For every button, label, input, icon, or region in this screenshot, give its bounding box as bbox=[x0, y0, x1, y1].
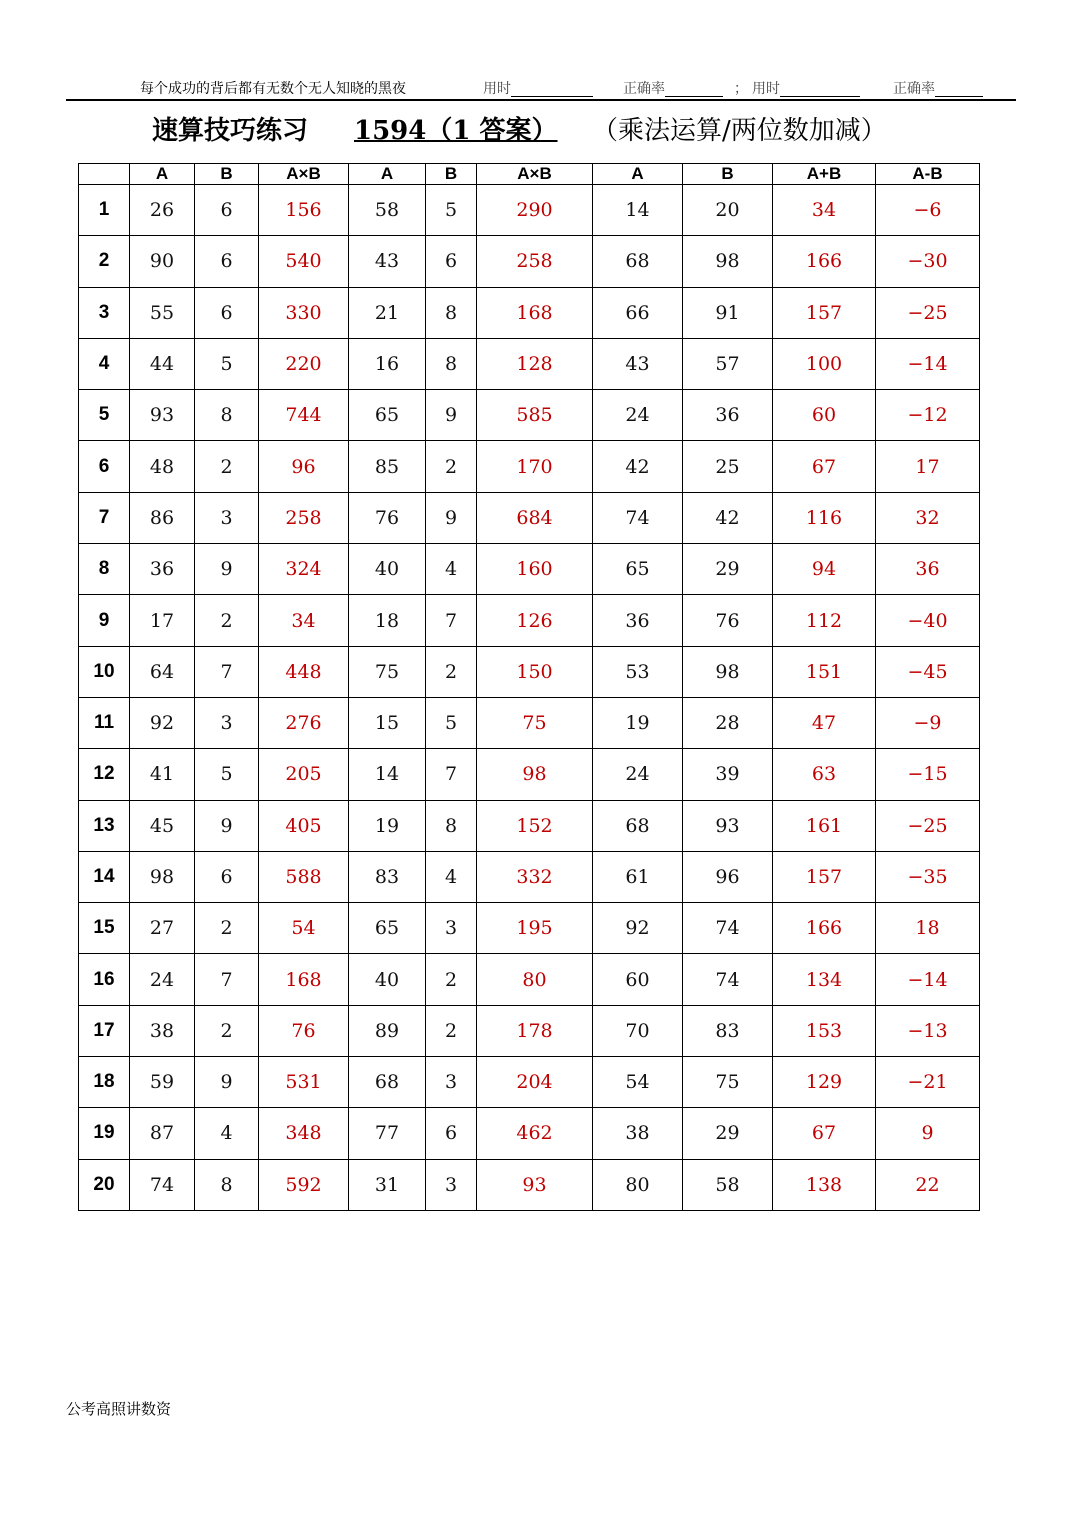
answer-cell: 80 bbox=[477, 954, 593, 1005]
row-index: 20 bbox=[79, 1159, 130, 1210]
accuracy-field-2 bbox=[893, 78, 935, 98]
answer-cell: 93 bbox=[477, 1159, 593, 1210]
table-row bbox=[79, 390, 980, 441]
answer-cell: 96 bbox=[259, 441, 349, 492]
operand-cell: 80 bbox=[593, 1159, 683, 1210]
title-subtitle: （乘法运算/两位数加减） bbox=[592, 116, 887, 146]
operand-cell: 68 bbox=[349, 1057, 426, 1108]
operand-cell: 5 bbox=[426, 697, 477, 748]
row-index: 18 bbox=[79, 1057, 130, 1108]
column-header: A bbox=[130, 164, 195, 185]
row-index: 4 bbox=[79, 338, 130, 389]
operand-cell: 48 bbox=[130, 441, 195, 492]
operand-cell: 40 bbox=[349, 544, 426, 595]
operand-cell: 59 bbox=[130, 1057, 195, 1108]
answer-cell: −45 bbox=[876, 646, 980, 697]
operand-cell: 20 bbox=[683, 185, 773, 236]
operand-cell: 74 bbox=[683, 954, 773, 1005]
operand-cell: 70 bbox=[593, 1005, 683, 1056]
time-blank-1 bbox=[511, 82, 593, 97]
table-row bbox=[79, 1005, 980, 1056]
operand-cell: 74 bbox=[683, 903, 773, 954]
operand-cell: 5 bbox=[426, 185, 477, 236]
table-row bbox=[79, 492, 980, 543]
answer-cell: 258 bbox=[259, 492, 349, 543]
operand-cell: 40 bbox=[349, 954, 426, 1005]
operand-cell: 6 bbox=[195, 185, 259, 236]
operand-cell: 24 bbox=[593, 749, 683, 800]
table-row bbox=[79, 338, 980, 389]
time-field-2 bbox=[752, 78, 780, 98]
motto: 每个成功的背后都有无数个无人知晓的黑夜 bbox=[140, 81, 406, 97]
column-header: A bbox=[349, 164, 426, 185]
table-row bbox=[79, 800, 980, 851]
answer-cell: 448 bbox=[259, 646, 349, 697]
answer-cell: −13 bbox=[876, 1005, 980, 1056]
answer-cell: 592 bbox=[259, 1159, 349, 1210]
answer-cell: 258 bbox=[477, 236, 593, 287]
row-index: 12 bbox=[79, 749, 130, 800]
operand-cell: 44 bbox=[130, 338, 195, 389]
answer-cell: 63 bbox=[773, 749, 876, 800]
row-index: 14 bbox=[79, 851, 130, 902]
answer-cell: 100 bbox=[773, 338, 876, 389]
row-index: 8 bbox=[79, 544, 130, 595]
operand-cell: 8 bbox=[195, 390, 259, 441]
accuracy-field-1 bbox=[623, 78, 665, 98]
operand-cell: 92 bbox=[130, 697, 195, 748]
answer-cell: 153 bbox=[773, 1005, 876, 1056]
table-row bbox=[79, 185, 980, 236]
operand-cell: 15 bbox=[349, 697, 426, 748]
accuracy-label-2: 正确率 bbox=[893, 81, 935, 97]
answer-cell: 330 bbox=[259, 287, 349, 338]
answer-cell: 76 bbox=[259, 1005, 349, 1056]
answer-cell: 178 bbox=[477, 1005, 593, 1056]
operand-cell: 58 bbox=[683, 1159, 773, 1210]
operand-cell: 42 bbox=[593, 441, 683, 492]
operand-cell: 65 bbox=[349, 903, 426, 954]
answer-cell: 116 bbox=[773, 492, 876, 543]
operand-cell: 38 bbox=[593, 1108, 683, 1159]
table-row bbox=[79, 441, 980, 492]
table-row bbox=[79, 851, 980, 902]
answer-cell: 126 bbox=[477, 595, 593, 646]
answer-cell: 138 bbox=[773, 1159, 876, 1210]
time-blank-2 bbox=[780, 82, 860, 97]
operand-cell: 61 bbox=[593, 851, 683, 902]
operand-cell: 2 bbox=[426, 954, 477, 1005]
operand-cell: 36 bbox=[593, 595, 683, 646]
operand-cell: 68 bbox=[593, 236, 683, 287]
operand-cell: 3 bbox=[426, 1057, 477, 1108]
operand-cell: 87 bbox=[130, 1108, 195, 1159]
operand-cell: 2 bbox=[195, 441, 259, 492]
operand-cell: 38 bbox=[130, 1005, 195, 1056]
operand-cell: 92 bbox=[593, 903, 683, 954]
column-header: B bbox=[195, 164, 259, 185]
operand-cell: 24 bbox=[130, 954, 195, 1005]
operand-cell: 25 bbox=[683, 441, 773, 492]
operand-cell: 27 bbox=[130, 903, 195, 954]
answer-cell: 98 bbox=[477, 749, 593, 800]
row-index: 7 bbox=[79, 492, 130, 543]
operand-cell: 6 bbox=[426, 236, 477, 287]
answer-cell: 160 bbox=[477, 544, 593, 595]
answer-cell: 128 bbox=[477, 338, 593, 389]
answer-cell: 67 bbox=[773, 441, 876, 492]
operand-cell: 2 bbox=[195, 903, 259, 954]
operand-cell: 39 bbox=[683, 749, 773, 800]
operand-cell: 14 bbox=[593, 185, 683, 236]
answer-cell: 540 bbox=[259, 236, 349, 287]
column-header: A+B bbox=[773, 164, 876, 185]
table-row bbox=[79, 1159, 980, 1210]
answer-cell: 332 bbox=[477, 851, 593, 902]
answer-cell: 462 bbox=[477, 1108, 593, 1159]
answer-cell: −21 bbox=[876, 1057, 980, 1108]
answer-cell: 324 bbox=[259, 544, 349, 595]
operand-cell: 53 bbox=[593, 646, 683, 697]
operand-cell: 91 bbox=[683, 287, 773, 338]
operand-cell: 8 bbox=[426, 287, 477, 338]
operand-cell: 24 bbox=[593, 390, 683, 441]
operand-cell: 75 bbox=[683, 1057, 773, 1108]
separator: ； bbox=[734, 81, 748, 97]
answer-cell: 75 bbox=[477, 697, 593, 748]
operand-cell: 8 bbox=[426, 338, 477, 389]
answer-cell: 205 bbox=[259, 749, 349, 800]
footer-text: 公考高照讲数资 bbox=[66, 1400, 172, 1418]
operand-cell: 8 bbox=[426, 800, 477, 851]
table-row bbox=[79, 544, 980, 595]
column-header: A×B bbox=[477, 164, 593, 185]
operand-cell: 76 bbox=[683, 595, 773, 646]
row-index: 17 bbox=[79, 1005, 130, 1056]
accuracy-blank-2 bbox=[935, 82, 983, 97]
operand-cell: 36 bbox=[683, 390, 773, 441]
answer-cell: 168 bbox=[259, 954, 349, 1005]
operand-cell: 43 bbox=[593, 338, 683, 389]
operand-cell: 18 bbox=[349, 595, 426, 646]
page-title bbox=[0, 110, 1080, 154]
answer-cell: 34 bbox=[773, 185, 876, 236]
operand-cell: 31 bbox=[349, 1159, 426, 1210]
time-field-1 bbox=[483, 78, 511, 98]
operand-cell: 28 bbox=[683, 697, 773, 748]
answer-cell: −14 bbox=[876, 338, 980, 389]
answer-cell: 94 bbox=[773, 544, 876, 595]
operand-cell: 85 bbox=[349, 441, 426, 492]
row-index: 10 bbox=[79, 646, 130, 697]
operand-cell: 7 bbox=[426, 595, 477, 646]
operand-cell: 16 bbox=[349, 338, 426, 389]
table-row bbox=[79, 646, 980, 697]
operand-cell: 36 bbox=[130, 544, 195, 595]
answer-cell: 9 bbox=[876, 1108, 980, 1159]
operand-cell: 7 bbox=[426, 749, 477, 800]
answer-cell: 34 bbox=[259, 595, 349, 646]
table-header-row bbox=[79, 164, 980, 185]
operand-cell: 83 bbox=[349, 851, 426, 902]
operand-cell: 93 bbox=[130, 390, 195, 441]
answer-cell: −12 bbox=[876, 390, 980, 441]
row-index: 11 bbox=[79, 697, 130, 748]
operand-cell: 5 bbox=[195, 338, 259, 389]
row-index: 13 bbox=[79, 800, 130, 851]
answer-cell: 60 bbox=[773, 390, 876, 441]
answer-cell: 204 bbox=[477, 1057, 593, 1108]
operand-cell: 6 bbox=[426, 1108, 477, 1159]
operand-cell: 3 bbox=[426, 903, 477, 954]
table-row bbox=[79, 287, 980, 338]
exercise-table bbox=[78, 163, 980, 1211]
answer-cell: −25 bbox=[876, 800, 980, 851]
operand-cell: 98 bbox=[130, 851, 195, 902]
column-header bbox=[79, 164, 130, 185]
column-header: B bbox=[426, 164, 477, 185]
operand-cell: 43 bbox=[349, 236, 426, 287]
operand-cell: 98 bbox=[683, 646, 773, 697]
operand-cell: 65 bbox=[349, 390, 426, 441]
operand-cell: 6 bbox=[195, 236, 259, 287]
operand-cell: 2 bbox=[195, 1005, 259, 1056]
operand-cell: 9 bbox=[195, 1057, 259, 1108]
answer-cell: 531 bbox=[259, 1057, 349, 1108]
answer-cell: 157 bbox=[773, 287, 876, 338]
answer-cell: −30 bbox=[876, 236, 980, 287]
operand-cell: 89 bbox=[349, 1005, 426, 1056]
answer-cell: 22 bbox=[876, 1159, 980, 1210]
operand-cell: 19 bbox=[593, 697, 683, 748]
table-row bbox=[79, 697, 980, 748]
answer-cell: 166 bbox=[773, 903, 876, 954]
operand-cell: 74 bbox=[130, 1159, 195, 1210]
answer-cell: 18 bbox=[876, 903, 980, 954]
answer-cell: 112 bbox=[773, 595, 876, 646]
table-row bbox=[79, 1057, 980, 1108]
answer-cell: 47 bbox=[773, 697, 876, 748]
operand-cell: 4 bbox=[195, 1108, 259, 1159]
operand-cell: 3 bbox=[195, 697, 259, 748]
answer-cell: 195 bbox=[477, 903, 593, 954]
operand-cell: 55 bbox=[130, 287, 195, 338]
operand-cell: 96 bbox=[683, 851, 773, 902]
table-row bbox=[79, 595, 980, 646]
operand-cell: 57 bbox=[683, 338, 773, 389]
operand-cell: 19 bbox=[349, 800, 426, 851]
operand-cell: 29 bbox=[683, 1108, 773, 1159]
row-index: 5 bbox=[79, 390, 130, 441]
row-index: 15 bbox=[79, 903, 130, 954]
operand-cell: 90 bbox=[130, 236, 195, 287]
operand-cell: 17 bbox=[130, 595, 195, 646]
accuracy-label-1: 正确率 bbox=[623, 81, 665, 97]
operand-cell: 29 bbox=[683, 544, 773, 595]
header-divider bbox=[66, 99, 1016, 101]
answer-cell: 168 bbox=[477, 287, 593, 338]
answer-cell: 585 bbox=[477, 390, 593, 441]
operand-cell: 93 bbox=[683, 800, 773, 851]
answer-cell: 17 bbox=[876, 441, 980, 492]
table-row bbox=[79, 954, 980, 1005]
operand-cell: 65 bbox=[593, 544, 683, 595]
table-row bbox=[79, 749, 980, 800]
operand-cell: 74 bbox=[593, 492, 683, 543]
operand-cell: 9 bbox=[195, 544, 259, 595]
operand-cell: 41 bbox=[130, 749, 195, 800]
answer-cell: −15 bbox=[876, 749, 980, 800]
column-header: B bbox=[683, 164, 773, 185]
answer-cell: 129 bbox=[773, 1057, 876, 1108]
answer-cell: 276 bbox=[259, 697, 349, 748]
operand-cell: 5 bbox=[195, 749, 259, 800]
answer-cell: 151 bbox=[773, 646, 876, 697]
operand-cell: 6 bbox=[195, 287, 259, 338]
answer-cell: 36 bbox=[876, 544, 980, 595]
operand-cell: 86 bbox=[130, 492, 195, 543]
operand-cell: 64 bbox=[130, 646, 195, 697]
operand-cell: 8 bbox=[195, 1159, 259, 1210]
operand-cell: 2 bbox=[426, 441, 477, 492]
operand-cell: 76 bbox=[349, 492, 426, 543]
accuracy-blank-1 bbox=[665, 82, 723, 97]
operand-cell: 54 bbox=[593, 1057, 683, 1108]
title-code: 1594（1 答案） bbox=[354, 116, 558, 146]
operand-cell: 26 bbox=[130, 185, 195, 236]
answer-cell: −40 bbox=[876, 595, 980, 646]
row-index: 2 bbox=[79, 236, 130, 287]
operand-cell: 14 bbox=[349, 749, 426, 800]
answer-cell: 348 bbox=[259, 1108, 349, 1159]
answer-cell: 684 bbox=[477, 492, 593, 543]
column-header: A-B bbox=[876, 164, 980, 185]
answer-cell: 161 bbox=[773, 800, 876, 851]
operand-cell: 9 bbox=[426, 390, 477, 441]
answer-cell: 156 bbox=[259, 185, 349, 236]
header-line bbox=[0, 74, 1080, 100]
operand-cell: 4 bbox=[426, 851, 477, 902]
row-index: 16 bbox=[79, 954, 130, 1005]
answer-cell: 54 bbox=[259, 903, 349, 954]
operand-cell: 4 bbox=[426, 544, 477, 595]
row-index: 9 bbox=[79, 595, 130, 646]
operand-cell: 2 bbox=[426, 1005, 477, 1056]
answer-cell: 150 bbox=[477, 646, 593, 697]
table-row bbox=[79, 236, 980, 287]
table-row bbox=[79, 1108, 980, 1159]
answer-cell: 67 bbox=[773, 1108, 876, 1159]
answer-cell: 290 bbox=[477, 185, 593, 236]
operand-cell: 2 bbox=[195, 595, 259, 646]
answer-cell: −6 bbox=[876, 185, 980, 236]
answer-cell: 588 bbox=[259, 851, 349, 902]
answer-cell: 152 bbox=[477, 800, 593, 851]
answer-cell: −14 bbox=[876, 954, 980, 1005]
column-header: A×B bbox=[259, 164, 349, 185]
row-index: 1 bbox=[79, 185, 130, 236]
operand-cell: 7 bbox=[195, 954, 259, 1005]
answer-cell: 157 bbox=[773, 851, 876, 902]
operand-cell: 21 bbox=[349, 287, 426, 338]
answer-cell: 166 bbox=[773, 236, 876, 287]
operand-cell: 42 bbox=[683, 492, 773, 543]
answer-cell: 32 bbox=[876, 492, 980, 543]
row-index: 19 bbox=[79, 1108, 130, 1159]
answer-cell: 744 bbox=[259, 390, 349, 441]
answer-cell: 170 bbox=[477, 441, 593, 492]
row-index: 3 bbox=[79, 287, 130, 338]
operand-cell: 98 bbox=[683, 236, 773, 287]
operand-cell: 83 bbox=[683, 1005, 773, 1056]
answer-cell: −25 bbox=[876, 287, 980, 338]
answer-cell: −9 bbox=[876, 697, 980, 748]
operand-cell: 6 bbox=[195, 851, 259, 902]
answer-cell: 220 bbox=[259, 338, 349, 389]
operand-cell: 9 bbox=[426, 492, 477, 543]
title-main: 速算技巧练习 bbox=[152, 116, 309, 146]
operand-cell: 45 bbox=[130, 800, 195, 851]
table-body bbox=[79, 185, 980, 1211]
operand-cell: 7 bbox=[195, 646, 259, 697]
answer-cell: 405 bbox=[259, 800, 349, 851]
operand-cell: 2 bbox=[426, 646, 477, 697]
operand-cell: 9 bbox=[195, 800, 259, 851]
time-label-2: 用时 bbox=[752, 81, 780, 97]
answer-cell: 134 bbox=[773, 954, 876, 1005]
time-label-1: 用时 bbox=[483, 81, 511, 97]
operand-cell: 66 bbox=[593, 287, 683, 338]
operand-cell: 60 bbox=[593, 954, 683, 1005]
table-row bbox=[79, 903, 980, 954]
operand-cell: 3 bbox=[195, 492, 259, 543]
column-header: A bbox=[593, 164, 683, 185]
operand-cell: 75 bbox=[349, 646, 426, 697]
operand-cell: 58 bbox=[349, 185, 426, 236]
answer-cell: −35 bbox=[876, 851, 980, 902]
row-index: 6 bbox=[79, 441, 130, 492]
operand-cell: 77 bbox=[349, 1108, 426, 1159]
operand-cell: 68 bbox=[593, 800, 683, 851]
operand-cell: 3 bbox=[426, 1159, 477, 1210]
